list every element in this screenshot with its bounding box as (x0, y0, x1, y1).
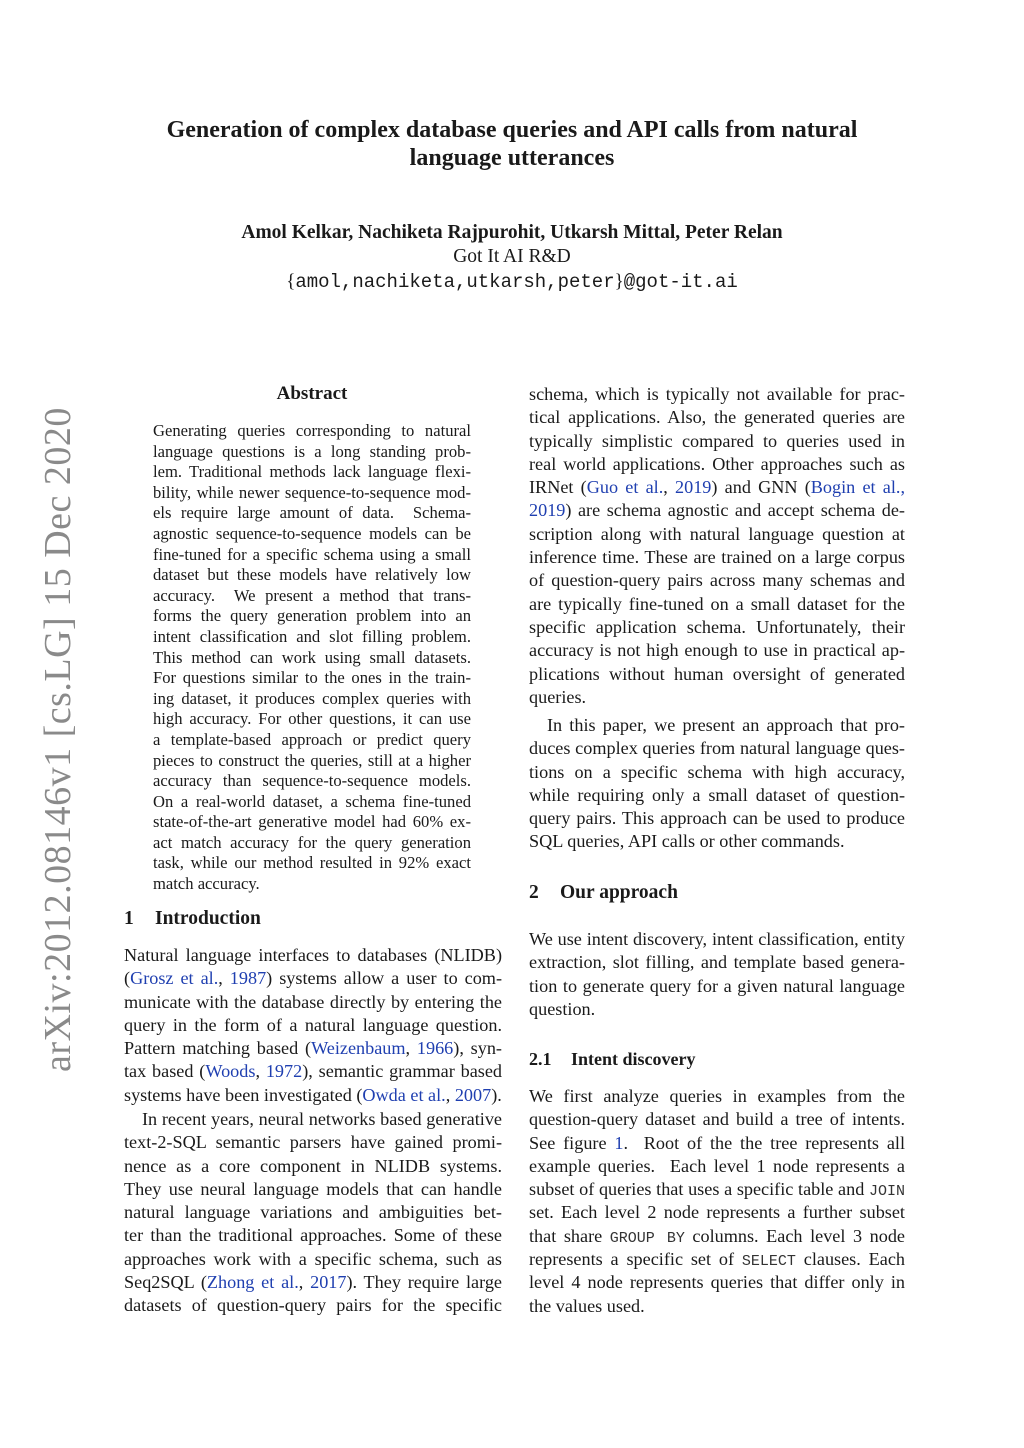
text-run: tical applications. Also, the generated queries are (529, 407, 905, 428)
text-run: inference time. These are trained on a large corpus (529, 547, 905, 568)
text-line (153, 524, 471, 545)
sql-keyword: GROUP BY (609, 1229, 685, 1247)
citation-link[interactable]: 2019 (529, 500, 566, 521)
text-line (153, 771, 471, 792)
brace-open: { (286, 271, 296, 292)
citation-link[interactable]: 1987 (229, 968, 267, 989)
abstract-heading: Abstract (276, 383, 348, 404)
text-run: while requiring only a small dataset of question- (529, 784, 905, 805)
intro-paragraph-3 (529, 383, 905, 709)
text-line (529, 430, 905, 453)
text-line (124, 1131, 502, 1154)
text-run: ( (124, 968, 131, 989)
text-run: tion to generate query for a given natural language (529, 975, 905, 996)
text-run: , (255, 1061, 266, 1082)
text-run: example queries. Each level 1 node represents a (529, 1155, 905, 1176)
text-run: intent classification and slot filling problem. (153, 626, 471, 646)
text-line (529, 569, 905, 592)
subsection-heading-intent-discovery (529, 1049, 905, 1070)
text-run: Natural language interfaces to databases (NLIDB) (124, 945, 502, 965)
text-run: For questions similar to the ones in the train- (153, 668, 471, 688)
arxiv-identifier-stamp: arXiv:2012.08146v1 [cs.LG] 15 Dec 2020 (37, 407, 79, 1072)
text-run: natural language variations and ambiguities bet- (124, 1202, 502, 1223)
text-line (529, 1271, 905, 1294)
text-run: lem. Traditional methods lack language flexi- (153, 462, 471, 482)
citation-link[interactable]: 2017 (310, 1272, 347, 1293)
email-domain: @got-it.ai (623, 271, 738, 293)
text-run: systems have been investigated ( (124, 1084, 363, 1105)
text-line (124, 1084, 502, 1107)
title-line: language utterances (409, 145, 615, 171)
text-run: accuracy than sequence-to-sequence models. (153, 771, 471, 791)
text-line (124, 1155, 502, 1178)
text-line (153, 586, 471, 607)
text-run: tax based ( (124, 1061, 206, 1082)
text-run: , (405, 1038, 417, 1059)
text-run: , (445, 1084, 455, 1105)
text-run: state-of-the-art generative model had 60% ex- (153, 812, 471, 832)
text-run: ter than the traditional approaches. Some of these (124, 1225, 502, 1246)
text-run: columns. Each level 3 node (684, 1225, 906, 1246)
text-line (529, 593, 905, 616)
text-line (124, 1294, 502, 1317)
text-line (529, 383, 905, 406)
text-line (529, 499, 905, 522)
text-line (529, 476, 905, 499)
author-list: Amol Kelkar, Nachiketa Rajpurohit, Utkarsh Mittal, Peter Relan (241, 222, 783, 243)
text-run: query pairs. This approach can be used to produce (529, 808, 905, 829)
email-names: amol,nachiketa,utkarsh,peter (295, 271, 615, 293)
text-run: datasets of question-query pairs for the specific (124, 1295, 502, 1316)
text-line (529, 546, 905, 569)
approach-paragraph (529, 928, 905, 1021)
text-line (529, 998, 905, 1021)
text-run: act match accuracy for the query generation (153, 832, 471, 852)
text-line (529, 807, 905, 830)
author-emails (100, 271, 924, 293)
text-line (529, 1132, 905, 1155)
text-line (153, 812, 471, 833)
text-line (529, 1108, 905, 1131)
text-run: scription along with natural language question at (529, 523, 905, 544)
text-run: of question-query pairs across many schemas and (529, 570, 905, 591)
section-title: Introduction (155, 908, 261, 929)
text-run: specific application schema. Unfortunately, their (529, 616, 905, 637)
intro-paragraph-4 (529, 714, 905, 854)
text-line (153, 565, 471, 586)
text-run: text-2-SQL semantic parsers have gained promi- (124, 1132, 502, 1153)
intro-paragraph-1 (124, 944, 502, 1107)
text-run: queries. (529, 686, 587, 707)
text-run: On a real-world dataset, a schema fine-tuned (153, 791, 471, 811)
text-line (153, 648, 471, 669)
text-line (529, 1295, 905, 1318)
text-line (153, 874, 471, 895)
text-run: tions on a specific schema with high accuracy, (529, 761, 905, 782)
text-line (529, 1201, 905, 1224)
text-run: question. (529, 998, 596, 1019)
text-line (124, 1037, 502, 1060)
section-number: 2 (529, 882, 539, 903)
section-title: Our approach (560, 882, 678, 903)
text-run: clauses. Each (795, 1249, 905, 1270)
text-run: agnostic sequence-to-sequence models can be (153, 523, 471, 543)
text-line (124, 991, 502, 1014)
citation-link[interactable]: Weizenbaum (311, 1038, 406, 1059)
text-line (124, 1224, 502, 1247)
text-line (153, 751, 471, 772)
text-line (124, 1248, 502, 1271)
paper-title (100, 116, 924, 172)
text-line (529, 453, 905, 476)
citation-link[interactable]: 2007 (454, 1084, 492, 1105)
text-line (529, 975, 905, 998)
text-line (153, 730, 471, 751)
text-line (153, 421, 471, 442)
text-line (153, 689, 471, 710)
text-run: accuracy. We present a method that trans- (153, 585, 471, 605)
text-line (124, 1060, 502, 1083)
text-run: , (218, 968, 230, 989)
text-line (529, 663, 905, 686)
text-run: real world applications. Other approaches such as (529, 453, 905, 474)
citation-link[interactable]: Grosz et al. (130, 968, 219, 989)
text-run: bility, while newer sequence-to-sequence mod- (153, 482, 471, 502)
sql-keyword: SELECT (741, 1253, 796, 1271)
text-run: typically simplistic compared to queries used in (529, 430, 905, 451)
text-run: Pattern matching based ( (124, 1038, 312, 1059)
text-line (529, 1248, 905, 1271)
text-run: extraction, slot filling, and template based genera- (529, 952, 905, 973)
text-run: els require large amount of data. Schema- (153, 503, 471, 523)
text-line (153, 627, 471, 648)
citation-link[interactable]: Bogin et al., (810, 477, 906, 498)
citation-link[interactable]: 1972 (265, 1061, 303, 1082)
text-line (153, 606, 471, 627)
text-run: ) and GNN ( (711, 477, 811, 498)
text-line (529, 951, 905, 974)
text-run: accuracy is not high enough to use in practical ap- (529, 640, 905, 661)
text-run: . Root of the the tree represents all (623, 1132, 906, 1153)
citation-link[interactable]: Guo et al. (586, 477, 664, 498)
text-run: They use neural language models that can handle (124, 1178, 502, 1199)
text-run: approaches work with a specific schema, such as (124, 1248, 502, 1269)
text-run: We use intent discovery, intent classification, entity (529, 929, 905, 949)
text-line (529, 523, 905, 546)
text-line (124, 1108, 502, 1131)
text-line (529, 616, 905, 639)
text-line (124, 1014, 502, 1037)
text-run: ), syn- (453, 1038, 502, 1059)
text-run: question-query dataset and build a tree of intents. (529, 1109, 905, 1130)
text-line (124, 944, 502, 967)
text-run: dataset but these models have relatively low (153, 565, 471, 585)
text-run: are typically fine-tuned on a small dataset for the (529, 593, 905, 614)
text-run: This method can work using small datasets. (153, 647, 471, 667)
text-run: IRNet ( (529, 477, 587, 498)
text-line (529, 1085, 905, 1108)
brace-close: } (614, 271, 624, 292)
text-line (153, 668, 471, 689)
text-run: high accuracy. For other questions, it can use (153, 709, 471, 729)
text-line (153, 442, 471, 463)
citation-link[interactable]: Owda et al. (362, 1084, 446, 1105)
text-line (153, 483, 471, 504)
intent-discovery-paragraph (529, 1085, 905, 1318)
text-line (529, 830, 905, 853)
section-heading-our-approach (529, 882, 905, 904)
text-line (529, 761, 905, 784)
text-line (529, 1178, 905, 1201)
citation-link[interactable]: 1 (614, 1132, 624, 1153)
abstract-body (153, 421, 471, 895)
section-number: 1 (124, 908, 134, 929)
text-line (529, 714, 905, 737)
text-line (153, 545, 471, 566)
text-run: ), semantic grammar based (302, 1061, 503, 1082)
text-line (529, 686, 905, 709)
citation-link[interactable]: 2019 (675, 477, 712, 498)
text-run: ing dataset, it produces complex queries with (153, 688, 471, 708)
text-run: ) systems allow a user to com- (266, 968, 503, 989)
citation-link[interactable]: Woods (205, 1061, 256, 1082)
text-run: query in the form of a natural language question. (124, 1014, 502, 1035)
text-run: pieces to construct the queries, still at a higher (153, 750, 471, 770)
text-line (153, 462, 471, 483)
citation-link[interactable]: 1966 (416, 1038, 454, 1059)
text-line (529, 928, 905, 951)
text-line (124, 1178, 502, 1201)
text-run: In recent years, neural networks based generative (142, 1109, 502, 1129)
citation-link[interactable]: Zhong et al. (206, 1272, 299, 1293)
text-run: duces complex queries from natural language ques- (529, 738, 905, 759)
text-run: nence as a core component in NLIDB systems. (124, 1155, 502, 1176)
text-line (529, 784, 905, 807)
text-run: subset of queries that uses a specific table and (529, 1179, 869, 1200)
text-run: that share (529, 1225, 610, 1246)
text-run: municate with the database directly by entering the (124, 991, 502, 1012)
text-run: , (663, 477, 676, 498)
text-line (529, 737, 905, 760)
sql-keyword: JOIN (868, 1183, 905, 1201)
subsection-title: Intent discovery (571, 1049, 696, 1069)
text-run: schema, which is typically not available for prac- (529, 384, 905, 404)
text-run: , (298, 1272, 311, 1293)
affiliation: Got It AI R&D (453, 246, 571, 267)
text-run: ). (491, 1084, 502, 1105)
text-run: In this paper, we present an approach that pro- (547, 715, 905, 735)
text-run: match accuracy. (153, 874, 260, 894)
intro-paragraph-2 (124, 1108, 502, 1318)
text-line (124, 967, 502, 990)
text-line (153, 709, 471, 730)
text-run: language questions is a long standing prob- (153, 441, 471, 461)
text-line (124, 1271, 502, 1294)
text-line (153, 792, 471, 813)
text-line (153, 503, 471, 524)
text-line (153, 833, 471, 854)
text-run: SQL queries, API calls or other commands. (529, 831, 845, 852)
text-line (529, 1225, 905, 1248)
section-heading-introduction (124, 908, 502, 930)
text-run: ). They require large (346, 1272, 502, 1293)
text-line (124, 1201, 502, 1224)
text-line (529, 1155, 905, 1178)
text-run: the values used. (529, 1295, 645, 1316)
text-run: represents a specific set of (529, 1249, 742, 1270)
text-line (529, 639, 905, 662)
text-run: See figure (529, 1132, 615, 1153)
text-run: Seq2SQL ( (124, 1272, 207, 1293)
title-line: Generation of complex database queries and API calls from natural (166, 117, 858, 143)
text-run: plications without human oversight of generated (529, 663, 905, 684)
text-run: We first analyze queries in examples from the (529, 1086, 905, 1106)
text-run: fine-tuned for a specific schema using a small (153, 544, 471, 564)
text-line (529, 406, 905, 429)
text-run: task, while our method resulted in 92% exact (153, 853, 471, 873)
text-run: Generating queries corresponding to natural (153, 421, 471, 440)
text-run: set. Each level 2 node represents a further subset (529, 1202, 905, 1223)
text-run: level 4 node represents queries that differ only in (529, 1272, 905, 1293)
text-run: ) are schema agnostic and accept schema de- (565, 500, 905, 521)
text-run: a template-based approach or predict query (153, 729, 471, 749)
subsection-number: 2.1 (529, 1049, 552, 1069)
text-run: forms the query generation problem into an (153, 606, 471, 626)
text-line (153, 853, 471, 874)
